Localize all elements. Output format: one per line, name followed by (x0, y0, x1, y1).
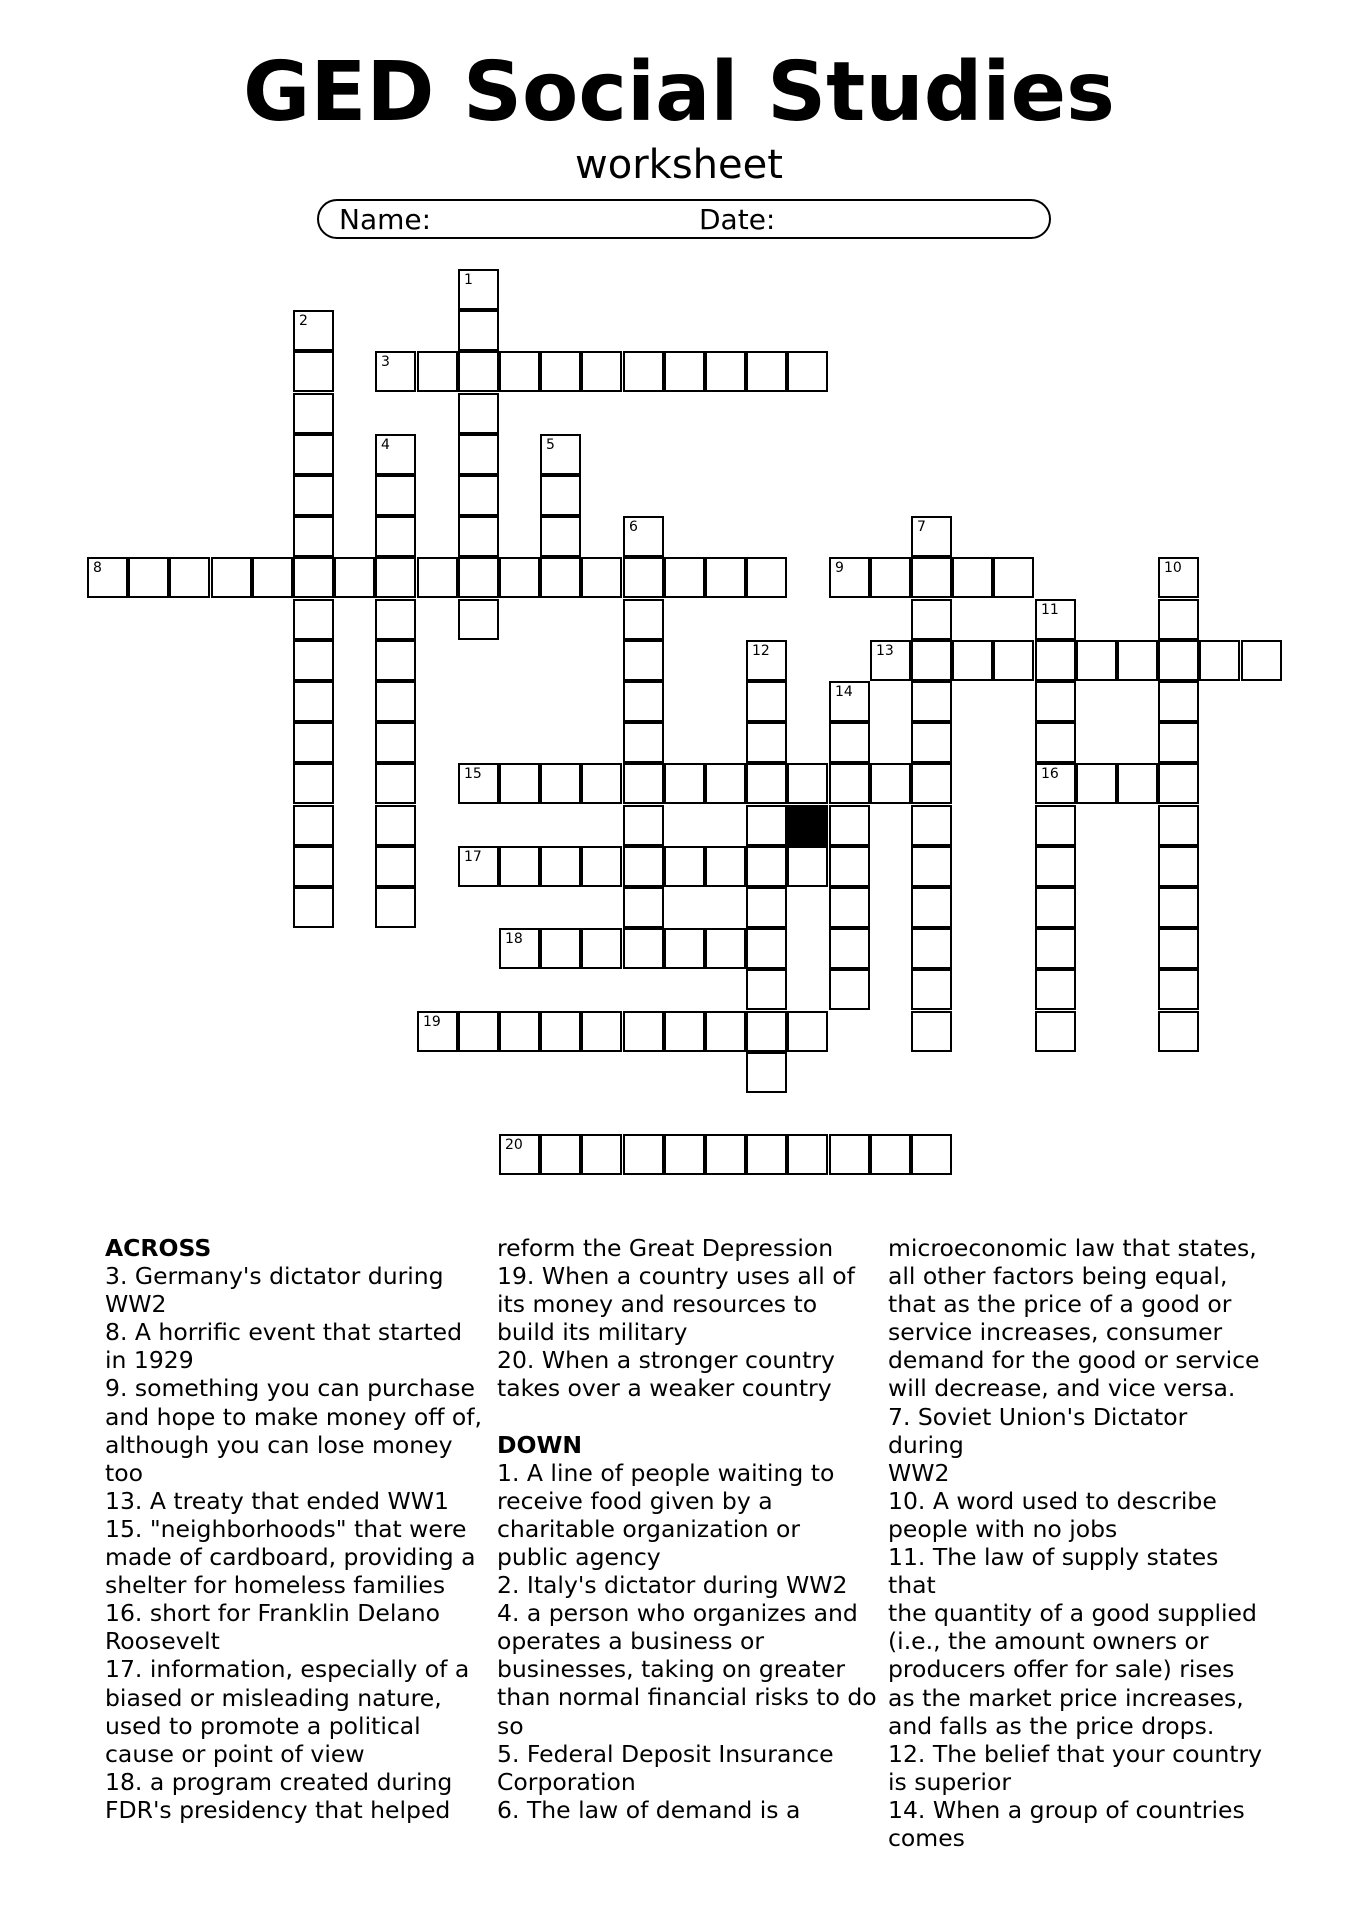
grid-cell[interactable] (1158, 887, 1199, 928)
clue-line: people with no jobs (888, 1514, 1118, 1543)
grid-cell[interactable] (1076, 763, 1117, 804)
grid-cell[interactable] (293, 475, 334, 516)
grid-cell[interactable] (293, 434, 334, 475)
grid-cell[interactable] (829, 969, 870, 1010)
grid-cell[interactable] (911, 846, 952, 887)
grid-cell[interactable] (293, 846, 334, 887)
across-clues-part-1 (105, 1262, 485, 1824)
grid-cell[interactable] (540, 516, 581, 557)
clue-line: 18. a program created during (105, 1767, 453, 1796)
grid-cell[interactable] (870, 557, 911, 598)
clue-line: 11. The law of supply states that (888, 1543, 1219, 1600)
clue-line: so (497, 1711, 524, 1740)
grid-cell[interactable] (375, 846, 416, 887)
grid-cell[interactable] (746, 1134, 787, 1175)
grid-cell[interactable] (870, 763, 911, 804)
clue-number-2: 2 (299, 313, 308, 329)
grid-cell[interactable] (1158, 599, 1199, 640)
grid-cell[interactable] (623, 557, 664, 598)
grid-cell[interactable] (458, 557, 499, 598)
grid-cell[interactable] (293, 763, 334, 804)
grid-cell[interactable] (787, 763, 828, 804)
grid-cell[interactable] (829, 928, 870, 969)
grid-cell[interactable] (746, 351, 787, 392)
grid-cell[interactable] (293, 351, 334, 392)
grid-cell[interactable] (911, 763, 952, 804)
grid-cell[interactable] (787, 1011, 828, 1052)
clue-number-4: 4 (381, 437, 390, 453)
grid-cell[interactable] (375, 475, 416, 516)
clue-number-6: 6 (629, 519, 638, 535)
grid-cell[interactable] (458, 475, 499, 516)
clue-number-18: 18 (505, 931, 523, 947)
clue-line: operates a business or (497, 1627, 765, 1656)
grid-cell[interactable] (581, 1134, 622, 1175)
grid-cell[interactable] (293, 887, 334, 928)
grid-cell[interactable] (293, 722, 334, 763)
clue-line: as the market price increases, (888, 1683, 1244, 1712)
clues-section (105, 1234, 1285, 1852)
grid-cell[interactable] (829, 1134, 870, 1175)
clue-line: comes (888, 1823, 965, 1852)
clue-line: is superior (888, 1767, 1011, 1796)
grid-cell[interactable] (829, 846, 870, 887)
grid-cell[interactable] (623, 599, 664, 640)
clue-line: reform the Great Depression (497, 1234, 834, 1262)
grid-cell[interactable] (1035, 928, 1076, 969)
clue-line: shelter for homeless families (105, 1571, 446, 1600)
grid-cell[interactable] (623, 1011, 664, 1052)
clues-column-2 (497, 1234, 877, 1824)
grid-cell[interactable] (581, 351, 622, 392)
grid-cell[interactable] (293, 557, 334, 598)
grid-cell[interactable] (1158, 805, 1199, 846)
grid-cell[interactable] (911, 722, 952, 763)
grid-cell[interactable] (829, 763, 870, 804)
grid-cell[interactable] (746, 1052, 787, 1093)
grid-cell[interactable] (458, 351, 499, 392)
clues-column-3 (888, 1234, 1268, 1852)
clue-number-11: 11 (1041, 602, 1059, 618)
grid-cell[interactable] (746, 557, 787, 598)
worksheet-title: GED Social Studies (243, 45, 1115, 140)
grid-cell[interactable] (952, 557, 993, 598)
grid-cell[interactable] (375, 887, 416, 928)
grid-cell[interactable] (1117, 640, 1158, 681)
grid-cell-16[interactable] (1035, 763, 1076, 804)
black-square (787, 805, 828, 846)
grid-cell[interactable] (705, 1134, 746, 1175)
grid-cell[interactable] (581, 1011, 622, 1052)
clue-line: Roosevelt (105, 1627, 220, 1656)
grid-cell[interactable] (293, 640, 334, 681)
grid-cell[interactable] (664, 763, 705, 804)
grid-cell[interactable] (252, 557, 293, 598)
grid-cell[interactable] (623, 846, 664, 887)
grid-cell[interactable] (375, 722, 416, 763)
grid-cell[interactable] (540, 846, 581, 887)
clue-line: 4. a person who organizes and (497, 1599, 858, 1628)
grid-cell-15[interactable] (458, 763, 499, 804)
clue-number-1: 1 (464, 272, 473, 288)
grid-cell[interactable] (664, 351, 705, 392)
grid-cell[interactable] (1035, 969, 1076, 1010)
grid-cell[interactable] (705, 1011, 746, 1052)
clue-line: and hope to make money off of, (105, 1402, 483, 1431)
grid-cell-6[interactable] (623, 516, 664, 557)
grid-cell[interactable] (787, 351, 828, 392)
grid-cell[interactable] (1158, 763, 1199, 804)
grid-cell-2[interactable] (293, 310, 334, 351)
clue-line: 6. The law of demand is a (497, 1795, 801, 1824)
worksheet-subtitle: worksheet (575, 142, 783, 188)
name-label[interactable]: Name: (339, 203, 432, 236)
grid-cell-1[interactable] (458, 269, 499, 310)
grid-cell-4[interactable] (375, 434, 416, 475)
grid-cell[interactable] (540, 475, 581, 516)
date-label[interactable]: Date: (699, 203, 776, 236)
clue-line: WW2 (105, 1290, 167, 1319)
grid-cell[interactable] (293, 393, 334, 434)
grid-cell[interactable] (746, 805, 787, 846)
grid-cell[interactable] (293, 599, 334, 640)
clue-line: takes over a weaker country (497, 1374, 832, 1403)
clue-line: FDR's presidency that helped (105, 1795, 451, 1824)
grid-cell[interactable] (375, 681, 416, 722)
clue-line: that as the price of a good or (888, 1290, 1232, 1319)
clue-number-15: 15 (464, 766, 482, 782)
clue-line: 1. A line of people waiting to (497, 1458, 835, 1487)
grid-cell[interactable] (1035, 640, 1076, 681)
grid-cell[interactable] (911, 1134, 952, 1175)
grid-cell[interactable] (540, 1134, 581, 1175)
across-clues-part-2 (497, 1234, 877, 1403)
grid-cell[interactable] (746, 969, 787, 1010)
grid-cell[interactable] (293, 805, 334, 846)
grid-cell[interactable] (581, 763, 622, 804)
grid-cell[interactable] (540, 928, 581, 969)
clue-line: although you can lose money (105, 1430, 453, 1459)
clue-number-14: 14 (835, 684, 853, 700)
clue-number-16: 16 (1041, 766, 1059, 782)
grid-cell[interactable] (623, 722, 664, 763)
clue-line: the quantity of a good supplied (888, 1599, 1257, 1628)
grid-cell-11[interactable] (1035, 599, 1076, 640)
grid-cell[interactable] (458, 599, 499, 640)
grid-cell-5[interactable] (540, 434, 581, 475)
grid-cell[interactable] (664, 846, 705, 887)
grid-cell[interactable] (458, 393, 499, 434)
grid-cell[interactable] (1035, 805, 1076, 846)
grid-cell[interactable] (540, 763, 581, 804)
grid-cell[interactable] (829, 805, 870, 846)
grid-cell[interactable] (1035, 722, 1076, 763)
grid-cell-8[interactable] (87, 557, 128, 598)
grid-cell[interactable] (1241, 640, 1282, 681)
grid-cell[interactable] (787, 1134, 828, 1175)
grid-cell[interactable] (458, 516, 499, 557)
down-heading: DOWN (497, 1430, 583, 1459)
clue-line: charitable organization or (497, 1514, 801, 1543)
grid-cell-17[interactable] (458, 846, 499, 887)
grid-cell[interactable] (1076, 640, 1117, 681)
clue-number-19: 19 (423, 1014, 441, 1030)
clue-line: WW2 (888, 1458, 950, 1487)
grid-cell-10[interactable] (1158, 557, 1199, 598)
grid-cell[interactable] (293, 516, 334, 557)
grid-cell[interactable] (664, 1011, 705, 1052)
grid-cell[interactable] (870, 1134, 911, 1175)
grid-cell[interactable] (581, 557, 622, 598)
grid-cell[interactable] (829, 722, 870, 763)
grid-cell[interactable] (705, 846, 746, 887)
grid-cell[interactable] (375, 516, 416, 557)
grid-cell[interactable] (1035, 887, 1076, 928)
clues-column-1 (105, 1234, 485, 1824)
grid-cell[interactable] (705, 928, 746, 969)
grid-cell[interactable] (1158, 640, 1199, 681)
grid-cell[interactable] (334, 557, 375, 598)
clue-line: receive food given by a (497, 1486, 773, 1515)
clue-line: its money and resources to (497, 1290, 818, 1319)
grid-cell[interactable] (664, 557, 705, 598)
clue-line: 8. A horrific event that started (105, 1318, 463, 1347)
grid-cell[interactable] (952, 640, 993, 681)
clue-line: public agency (497, 1542, 661, 1571)
clue-line: in 1929 (105, 1346, 194, 1375)
grid-cell[interactable] (1199, 640, 1240, 681)
clue-line: Corporation (497, 1767, 636, 1796)
grid-cell[interactable] (746, 928, 787, 969)
grid-cell[interactable] (499, 557, 540, 598)
grid-cell-12[interactable] (746, 640, 787, 681)
grid-cell[interactable] (375, 557, 416, 598)
clue-number-20: 20 (505, 1137, 523, 1153)
clue-line: 5. Federal Deposit Insurance (497, 1739, 834, 1768)
grid-cell[interactable] (911, 640, 952, 681)
grid-cell[interactable] (705, 763, 746, 804)
grid-cell[interactable] (1158, 722, 1199, 763)
clue-line: than normal financial risks to do (497, 1683, 877, 1712)
clue-line: and falls as the price drops. (888, 1711, 1215, 1740)
grid-cell[interactable] (911, 557, 952, 598)
grid-cell[interactable] (746, 846, 787, 887)
grid-cell[interactable] (1035, 846, 1076, 887)
grid-cell[interactable] (417, 557, 458, 598)
grid-cell[interactable] (211, 557, 252, 598)
clue-line: will decrease, and vice versa. (888, 1374, 1236, 1403)
clue-line: (i.e., the amount owners or (888, 1627, 1209, 1656)
grid-cell[interactable] (581, 846, 622, 887)
grid-cell[interactable] (375, 763, 416, 804)
grid-cell-3[interactable] (375, 351, 416, 392)
grid-cell[interactable] (993, 557, 1034, 598)
clue-line: service increases, consumer (888, 1318, 1223, 1347)
grid-cell[interactable] (787, 846, 828, 887)
grid-cell[interactable] (746, 763, 787, 804)
clue-line: biased or misleading nature, (105, 1683, 442, 1712)
grid-cell[interactable] (581, 928, 622, 969)
clue-line: made of cardboard, providing a (105, 1543, 476, 1572)
grid-cell[interactable] (705, 557, 746, 598)
grid-cell[interactable] (1117, 763, 1158, 804)
grid-cell-19[interactable] (417, 1011, 458, 1052)
grid-cell[interactable] (829, 887, 870, 928)
clue-number-17: 17 (464, 849, 482, 865)
clue-line: microeconomic law that states, (888, 1234, 1257, 1262)
clue-number-13: 13 (876, 643, 894, 659)
grid-cell[interactable] (664, 928, 705, 969)
grid-cell[interactable] (911, 805, 952, 846)
grid-cell[interactable] (499, 1011, 540, 1052)
grid-cell[interactable] (375, 599, 416, 640)
clue-number-3: 3 (381, 354, 390, 370)
grid-cell[interactable] (911, 599, 952, 640)
grid-cell[interactable] (623, 805, 664, 846)
grid-cell[interactable] (623, 887, 664, 928)
clue-line: demand for the good or service (888, 1346, 1260, 1375)
down-clues-part-1 (497, 1459, 877, 1824)
clue-line: businesses, taking on greater (497, 1655, 846, 1684)
clue-line: 14. When a group of countries (888, 1795, 1245, 1824)
clue-number-7: 7 (917, 519, 926, 535)
grid-cell[interactable] (499, 846, 540, 887)
grid-cell[interactable] (993, 640, 1034, 681)
grid-cell[interactable] (458, 434, 499, 475)
clue-line: too (105, 1458, 143, 1487)
down-clues-part-2 (888, 1234, 1268, 1852)
grid-cell-14[interactable] (829, 681, 870, 722)
grid-cell[interactable] (623, 351, 664, 392)
grid-cell-7[interactable] (911, 516, 952, 557)
grid-cell[interactable] (417, 351, 458, 392)
grid-cell[interactable] (1035, 1011, 1076, 1052)
grid-cell[interactable] (375, 805, 416, 846)
grid-cell[interactable] (623, 928, 664, 969)
grid-cell[interactable] (1158, 846, 1199, 887)
grid-cell[interactable] (1158, 969, 1199, 1010)
clue-line: build its military (497, 1318, 688, 1347)
grid-cell[interactable] (911, 887, 952, 928)
clue-line: used to promote a political (105, 1711, 421, 1740)
clue-number-10: 10 (1164, 560, 1182, 576)
clue-number-12: 12 (752, 643, 770, 659)
grid-cell[interactable] (293, 681, 334, 722)
grid-cell[interactable] (623, 640, 664, 681)
clue-number-9: 9 (835, 560, 844, 576)
clue-line: 17. information, especially of a (105, 1655, 470, 1684)
grid-cell-13[interactable] (870, 640, 911, 681)
grid-cell[interactable] (458, 1011, 499, 1052)
grid-cell[interactable] (623, 681, 664, 722)
grid-cell[interactable] (128, 557, 169, 598)
clue-line: 13. A treaty that ended WW1 (105, 1486, 449, 1515)
grid-cell[interactable] (746, 1011, 787, 1052)
grid-cell[interactable] (664, 1134, 705, 1175)
clue-line: 10. A word used to describe (888, 1486, 1217, 1515)
clue-line: 19. When a country uses all of (497, 1262, 855, 1291)
grid-cell[interactable] (499, 351, 540, 392)
grid-cell[interactable] (1158, 1011, 1199, 1052)
grid-cell[interactable] (499, 763, 540, 804)
clue-number-8: 8 (93, 560, 102, 576)
clue-line: cause or point of view (105, 1739, 365, 1768)
grid-cell[interactable] (623, 1134, 664, 1175)
grid-cell[interactable] (375, 640, 416, 681)
grid-cell[interactable] (540, 557, 581, 598)
grid-cell[interactable] (746, 887, 787, 928)
grid-cell[interactable] (1158, 928, 1199, 969)
grid-cell[interactable] (169, 557, 210, 598)
grid-cell-20[interactable] (499, 1134, 540, 1175)
clue-line: 2. Italy's dictator during WW2 (497, 1571, 848, 1600)
clue-line: 16. short for Franklin Delano (105, 1599, 441, 1628)
clue-line: 7. Soviet Union's Dictator during (888, 1402, 1188, 1459)
clue-line: 12. The belief that your country (888, 1739, 1263, 1768)
grid-cell-9[interactable] (829, 557, 870, 598)
clue-line: 15. "neighborhoods" that were (105, 1514, 467, 1543)
grid-cell[interactable] (746, 681, 787, 722)
grid-cell[interactable] (1035, 681, 1076, 722)
clue-line: 3. Germany's dictator during (105, 1262, 444, 1291)
grid-cell[interactable] (1158, 681, 1199, 722)
grid-cell[interactable] (623, 763, 664, 804)
grid-cell[interactable] (911, 1011, 952, 1052)
grid-cell[interactable] (540, 351, 581, 392)
grid-cell[interactable] (458, 310, 499, 351)
grid-cell[interactable] (705, 351, 746, 392)
clue-line: 20. When a stronger country (497, 1346, 835, 1375)
grid-cell-18[interactable] (499, 928, 540, 969)
grid-cell[interactable] (911, 928, 952, 969)
grid-cell[interactable] (540, 1011, 581, 1052)
clue-number-5: 5 (546, 437, 555, 453)
clue-line: all other factors being equal, (888, 1262, 1228, 1291)
clue-line: producers offer for sale) rises (888, 1655, 1235, 1684)
across-heading: ACROSS (105, 1234, 212, 1262)
clue-line: 9. something you can purchase (105, 1374, 475, 1403)
grid-cell[interactable] (746, 722, 787, 763)
grid-cell[interactable] (911, 681, 952, 722)
grid-cell[interactable] (911, 969, 952, 1010)
